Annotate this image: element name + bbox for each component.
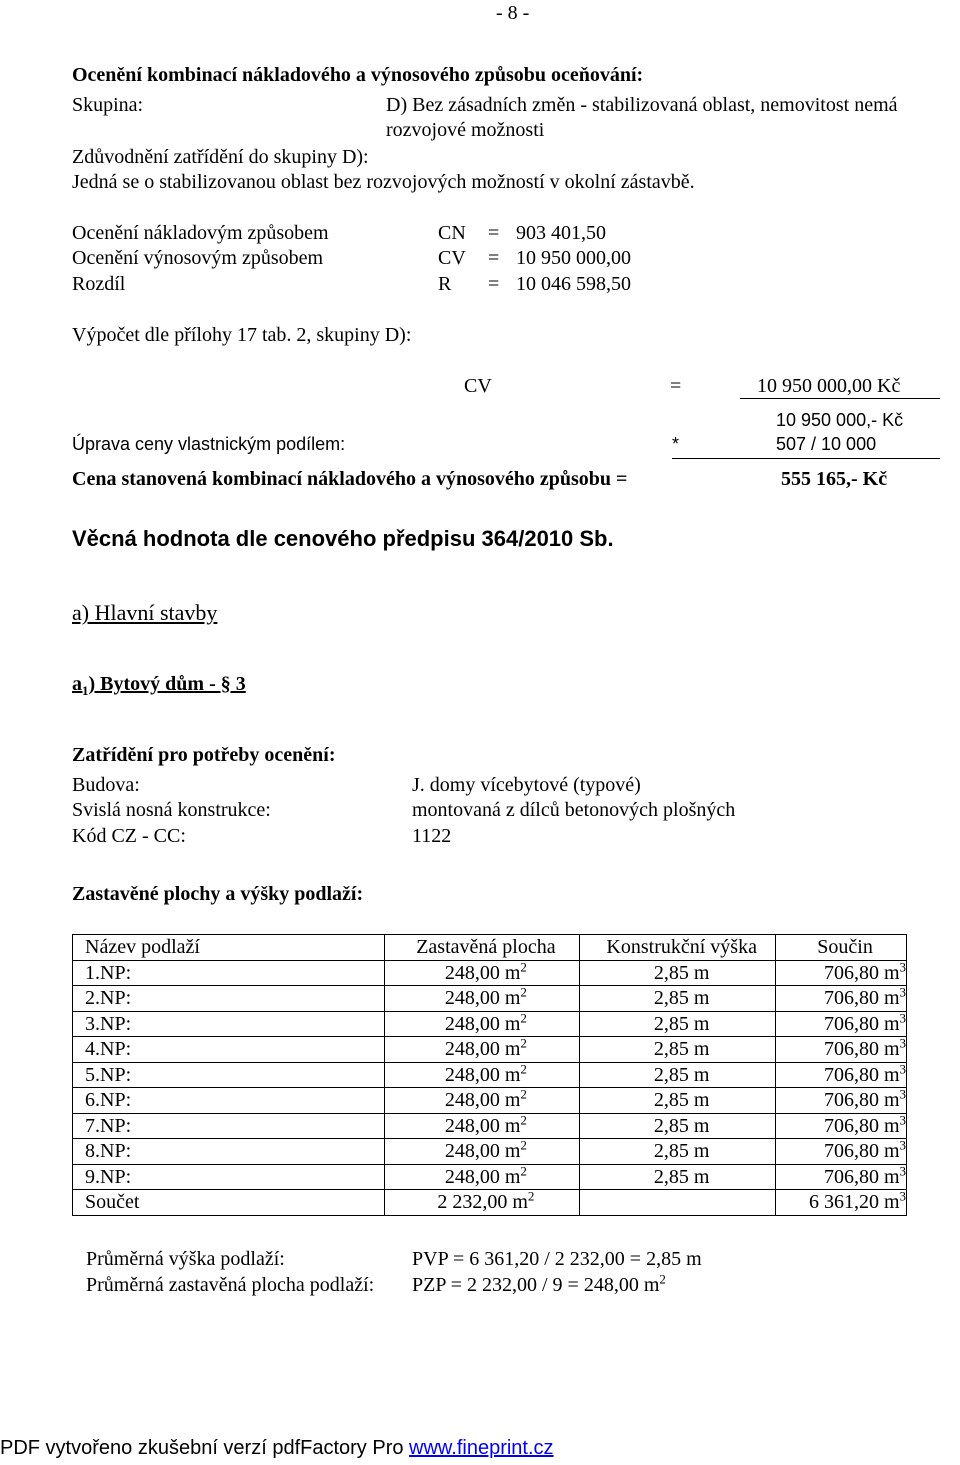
avg-area-label: Průměrná zastavěná plocha podlaží: <box>86 1274 375 1296</box>
cell-floor-area <box>384 1011 580 1037</box>
cell-floor-area <box>384 1164 580 1190</box>
table-row <box>73 986 907 1012</box>
class-building-label: Budova: <box>72 774 140 796</box>
cell-floor-product <box>776 1011 907 1037</box>
volume-unit: m <box>883 961 900 984</box>
cost-method-eq: = <box>488 222 500 244</box>
cv-underline <box>740 398 940 399</box>
cell-floor-name: 5.NP: <box>73 1062 385 1088</box>
table-row <box>73 1062 907 1088</box>
volume-exp: 3 <box>899 1086 906 1102</box>
adjust-value2: 507 / 10 000 <box>776 434 877 454</box>
class-structure-value: montovaná z dílců betonových plošných <box>412 799 736 821</box>
cv-value: 10 950 000,00 Kč <box>757 375 901 397</box>
table-row <box>73 1088 907 1114</box>
volume-exp: 3 <box>899 984 906 1000</box>
cell-floor-product-text: 706,80 <box>823 961 879 984</box>
volume-exp: 3 <box>899 1188 906 1204</box>
cell-floor-product-text: 6 361,20 <box>808 1191 879 1214</box>
section-title: Věcná hodnota dle cenového předpisu 364/2010 Sb. <box>72 526 614 551</box>
area-unit: m <box>504 1063 521 1086</box>
floors-heading: Zastavěné plochy a výšky podlaží: <box>72 883 364 905</box>
cell-floor-area <box>384 1062 580 1088</box>
cell-floor-name: 6.NP: <box>73 1088 385 1114</box>
volume-unit: m <box>883 1165 900 1188</box>
col-header-area: Zastavěná plocha <box>384 935 580 961</box>
volume-exp: 3 <box>899 959 906 975</box>
group-label: Skupina: <box>72 94 144 116</box>
difference-value: 10 046 598,50 <box>516 273 631 295</box>
footer-text: PDF vytvořeno zkušební verzí pdfFactory Pro <box>0 1437 410 1459</box>
table-row <box>73 1037 907 1063</box>
calc-note: Výpočet dle přílohy 17 tab. 2, skupiny D): <box>72 324 412 346</box>
cell-floor-product-text: 706,80 <box>823 1012 879 1035</box>
volume-unit: m <box>883 987 900 1010</box>
class-code-label: Kód CZ - CC: <box>72 825 186 847</box>
cv-eq: = <box>670 375 682 397</box>
reason-label: Zdůvodnění zatřídění do skupiny D): <box>72 146 369 168</box>
cell-floor-name: 1.NP: <box>73 960 385 986</box>
page-number: - 8 - <box>496 2 530 24</box>
reason-text: Jedná se o stabilizovanou oblast bez rozvojových možností v okolní zástavbě. <box>72 171 695 193</box>
cell-floor-height: 2,85 m <box>580 1062 776 1088</box>
cell-floor-area <box>384 960 580 986</box>
volume-exp: 3 <box>899 1112 906 1128</box>
cell-floor-name: 7.NP: <box>73 1113 385 1139</box>
class-code-value: 1122 <box>412 825 452 847</box>
area-unit: m <box>504 1089 521 1112</box>
cell-floor-product-text: 706,80 <box>823 1089 879 1112</box>
adjust-underline <box>672 458 940 459</box>
area-unit: m <box>504 1012 521 1035</box>
cell-floor-product-text: 706,80 <box>823 1063 879 1086</box>
footer <box>0 1437 554 1460</box>
area-unit: m <box>504 1114 521 1137</box>
avg-area-text: PZP = 2 232,00 / 9 = 248,00 m <box>412 1274 660 1296</box>
area-unit: m <box>504 1165 521 1188</box>
volume-unit: m <box>883 1012 900 1035</box>
volume-exp: 3 <box>899 1061 906 1077</box>
cell-floor-area <box>384 1037 580 1063</box>
cell-floor-name: 4.NP: <box>73 1037 385 1063</box>
avg-height-label: Průměrná výška podlaží: <box>86 1248 285 1270</box>
volume-exp: 3 <box>899 1010 906 1026</box>
table-row <box>73 1011 907 1037</box>
subsection-title: a) Hlavní stavby <box>72 600 218 625</box>
volume-exp: 3 <box>899 1137 906 1153</box>
table-row <box>73 960 907 986</box>
cell-floor-name: 3.NP: <box>73 1011 385 1037</box>
col-header-name: Název podlaží <box>73 935 385 961</box>
item-title-text: ) Bytový dům - § 3 <box>88 673 246 695</box>
volume-unit: m <box>883 1140 900 1163</box>
classification-heading: Zatřídění pro potřeby ocenění: <box>72 744 336 766</box>
cell-floor-name: 9.NP: <box>73 1164 385 1190</box>
area-exp: 2 <box>520 1086 527 1102</box>
cell-floor-height: 2,85 m <box>580 1088 776 1114</box>
income-method-eq: = <box>488 247 500 269</box>
cell-floor-product-text: 706,80 <box>823 1114 879 1137</box>
area-exp: 2 <box>520 984 527 1000</box>
cell-floor-product <box>776 1190 907 1216</box>
cell-floor-area-text: 248,00 <box>444 987 500 1010</box>
table-header-row <box>73 935 907 961</box>
difference-code: R <box>438 273 452 295</box>
cell-floor-area-text: 248,00 <box>444 1140 500 1163</box>
adjust-value1: 10 950 000,- Kč <box>776 410 904 430</box>
adjust-label: Úprava ceny vlastnickým podílem: <box>72 434 346 454</box>
area-unit: m <box>504 1140 521 1163</box>
cell-floor-area-text: 248,00 <box>444 1063 500 1086</box>
cell-floor-product <box>776 1164 907 1190</box>
cell-floor-height: 2,85 m <box>580 1037 776 1063</box>
table-row <box>73 1164 907 1190</box>
cell-floor-area-text: 248,00 <box>444 961 500 984</box>
cell-floor-product-text: 706,80 <box>823 1165 879 1188</box>
cell-floor-area <box>384 1139 580 1165</box>
cell-floor-area-text: 248,00 <box>444 1038 500 1061</box>
area-unit: m <box>504 987 521 1010</box>
cell-floor-area-text: 248,00 <box>444 1012 500 1035</box>
cell-floor-area <box>384 1088 580 1114</box>
area-exp: 2 <box>520 1035 527 1051</box>
cell-floor-height <box>580 1190 776 1216</box>
difference-label: Rozdíl <box>72 273 126 295</box>
cell-floor-area-text: 248,00 <box>444 1165 500 1188</box>
area-unit: m <box>504 1038 521 1061</box>
cost-method-value: 903 401,50 <box>516 222 606 244</box>
cell-floor-height: 2,85 m <box>580 1139 776 1165</box>
cell-floor-height: 2,85 m <box>580 960 776 986</box>
floors-table <box>72 934 907 1216</box>
adjust-op: * <box>672 434 680 454</box>
volume-unit: m <box>883 1038 900 1061</box>
cell-floor-name: 8.NP: <box>73 1139 385 1165</box>
income-method-label: Ocenění výnosovým způsobem <box>72 247 324 269</box>
result-value: 555 165,- Kč <box>781 468 888 490</box>
cell-floor-height: 2,85 m <box>580 1011 776 1037</box>
cell-floor-product <box>776 1088 907 1114</box>
area-unit: m <box>512 1191 528 1214</box>
volume-exp: 3 <box>899 1035 906 1051</box>
avg-height-value: PVP = 6 361,20 / 2 232,00 = 2,85 m <box>412 1248 702 1270</box>
cell-floor-product <box>776 1113 907 1139</box>
avg-area-exp: 2 <box>659 1271 666 1287</box>
cost-method-code: CN <box>438 222 466 244</box>
volume-unit: m <box>883 1114 900 1137</box>
col-header-height: Konstrukční výška <box>580 935 776 961</box>
cell-floor-area <box>384 1190 580 1216</box>
cell-floor-area <box>384 1113 580 1139</box>
cell-floor-product <box>776 960 907 986</box>
cell-floor-product <box>776 1037 907 1063</box>
cell-floor-name: 2.NP: <box>73 986 385 1012</box>
item-prefix: a <box>72 673 82 695</box>
area-unit: m <box>504 961 521 984</box>
cell-floor-area <box>384 986 580 1012</box>
income-method-value: 10 950 000,00 <box>516 247 631 269</box>
table-row <box>73 1190 907 1216</box>
area-exp: 2 <box>520 1010 527 1026</box>
cell-floor-product-text: 706,80 <box>823 1140 879 1163</box>
cell-floor-area-text: 2 232,00 <box>437 1191 508 1214</box>
volume-unit: m <box>883 1089 900 1112</box>
result-label: Cena stanovená kombinací nákladového a výnosového způsobu = <box>72 468 628 490</box>
footer-link[interactable]: www.fineprint.cz <box>409 1437 554 1459</box>
volume-exp: 3 <box>899 1163 906 1179</box>
area-exp: 2 <box>520 1163 527 1179</box>
cell-floor-product <box>776 1139 907 1165</box>
cell-floor-height: 2,85 m <box>580 1113 776 1139</box>
group-value-line1: D) Bez zásadních změn - stabilizovaná oblast, nemovitost nemá <box>386 94 898 116</box>
col-header-product: Součin <box>776 935 907 961</box>
area-exp: 2 <box>520 1061 527 1077</box>
item-title <box>72 673 246 696</box>
cell-floor-name: Součet <box>73 1190 385 1216</box>
table-row <box>73 1113 907 1139</box>
cell-floor-area-text: 248,00 <box>444 1114 500 1137</box>
class-building-value: J. domy vícebytové (typové) <box>412 774 641 796</box>
volume-unit: m <box>883 1063 900 1086</box>
area-exp: 2 <box>520 1137 527 1153</box>
cell-floor-product <box>776 1062 907 1088</box>
cv-label: CV <box>464 375 492 397</box>
cell-floor-product-text: 706,80 <box>823 987 879 1010</box>
area-exp: 2 <box>527 1188 535 1204</box>
income-method-code: CV <box>438 247 466 269</box>
area-exp: 2 <box>520 1112 527 1128</box>
area-exp: 2 <box>520 959 527 975</box>
avg-area-value <box>412 1271 666 1297</box>
group-value-line2: rozvojové možnosti <box>386 119 545 141</box>
item-sub: 1 <box>82 683 89 698</box>
table-row <box>73 1139 907 1165</box>
cell-floor-area-text: 248,00 <box>444 1089 500 1112</box>
volume-unit: m <box>883 1191 900 1214</box>
combination-heading: Ocenění kombinací nákladového a výnosového způsobu oceňování: <box>72 64 644 86</box>
cell-floor-product <box>776 986 907 1012</box>
cell-floor-height: 2,85 m <box>580 986 776 1012</box>
class-structure-label: Svislá nosná konstrukce: <box>72 799 271 821</box>
cell-floor-product-text: 706,80 <box>823 1038 879 1061</box>
cell-floor-height: 2,85 m <box>580 1164 776 1190</box>
difference-eq: = <box>488 273 500 295</box>
cost-method-label: Ocenění nákladovým způsobem <box>72 222 329 244</box>
